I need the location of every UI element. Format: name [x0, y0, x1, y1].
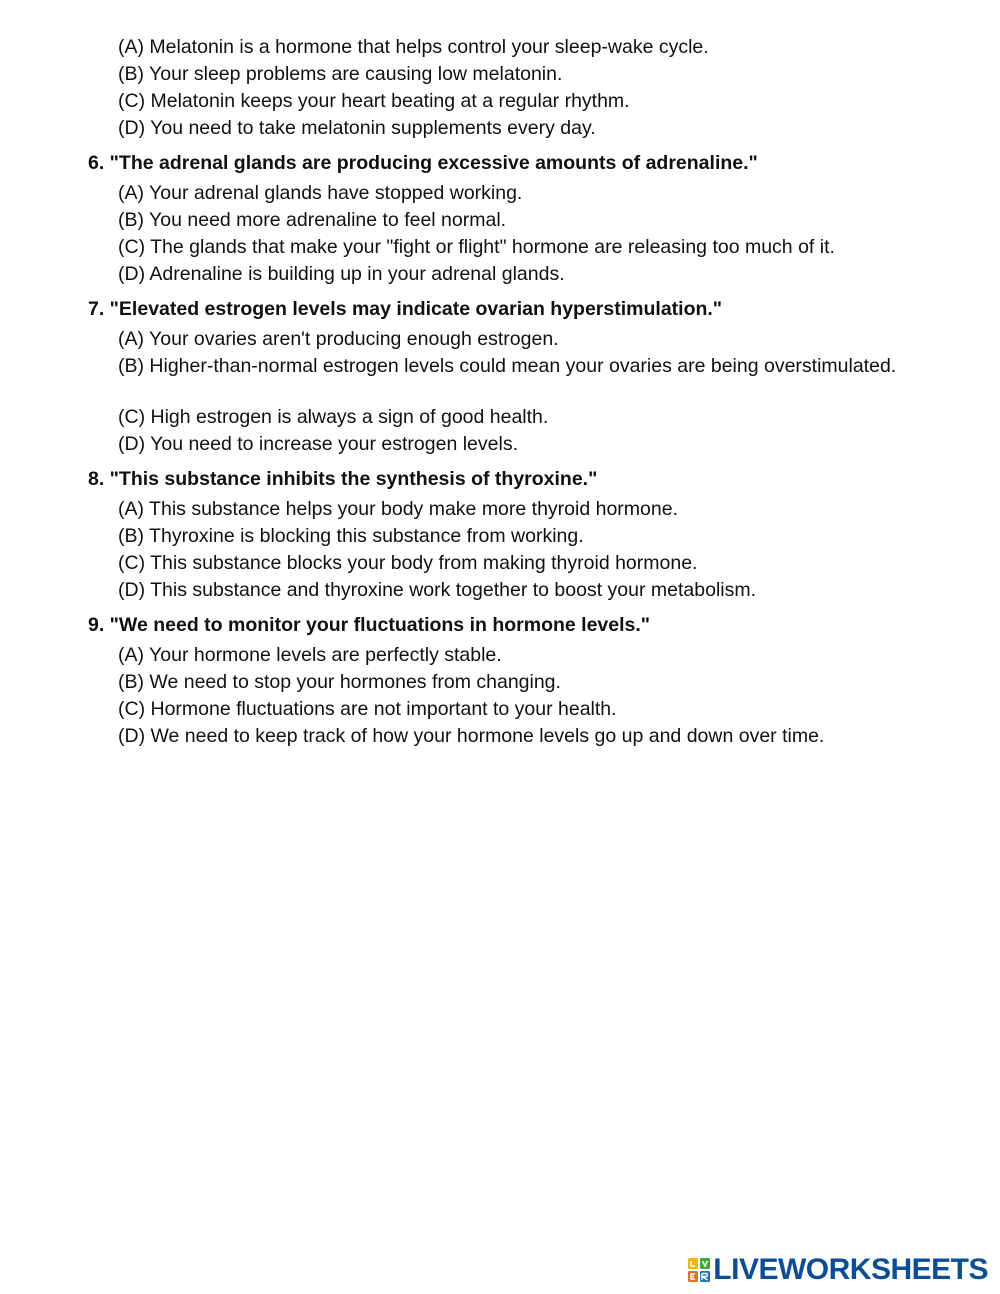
q9-option-d[interactable]: (D) We need to keep track of how your hormone levels go up and down over time. [118, 725, 825, 747]
q6-option-a[interactable]: (A) Your adrenal glands have stopped working. [118, 182, 523, 204]
q7-option-a[interactable]: (A) Your ovaries aren't producing enough estrogen. [118, 328, 559, 350]
question-8-prompt: 8. "This substance inhibits the synthesis of thyroxine." [88, 468, 598, 490]
q6-option-c[interactable]: (C) The glands that make your "fight or flight" hormone are releasing too much of it. [118, 236, 835, 258]
q9-option-b[interactable]: (B) We need to stop your hormones from changing. [118, 671, 561, 693]
liveworksheets-brand[interactable] [687, 1253, 988, 1287]
q8-option-c[interactable]: (C) This substance blocks your body from making thyroid hormone. [118, 552, 698, 574]
q6-option-d[interactable]: (D) Adrenaline is building up in your adrenal glands. [118, 263, 565, 285]
q5-option-d[interactable]: (D) You need to take melatonin supplements every day. [118, 117, 596, 139]
question-7-prompt: 7. "Elevated estrogen levels may indicate ovarian hyperstimulation." [88, 298, 723, 320]
q5-option-b[interactable]: (B) Your sleep problems are causing low melatonin. [118, 63, 563, 85]
q8-option-d[interactable]: (D) This substance and thyroxine work together to boost your metabolism. [118, 579, 757, 601]
q9-option-c[interactable]: (C) Hormone fluctuations are not important to your health. [118, 698, 617, 720]
q6-option-b[interactable]: (B) You need more adrenaline to feel normal. [118, 209, 507, 231]
q5-option-a[interactable]: (A) Melatonin is a hormone that helps control your sleep-wake cycle. [118, 36, 709, 58]
q8-option-b[interactable]: (B) Thyroxine is blocking this substance from working. [118, 525, 584, 547]
q7-option-c[interactable]: (C) High estrogen is always a sign of good health. [118, 406, 549, 428]
q9-option-a[interactable]: (A) Your hormone levels are perfectly stable. [118, 644, 502, 666]
q5-option-c[interactable]: (C) Melatonin keeps your heart beating at a regular rhythm. [118, 90, 630, 112]
q7-option-b[interactable]: (B) Higher-than-normal estrogen levels could mean your ovaries are being overstimulated. [118, 355, 897, 377]
question-9-prompt: 9. "We need to monitor your fluctuations in hormone levels." [88, 614, 651, 636]
liveworksheets-wordmark: LIVEWORKSHEETS [713, 1253, 988, 1286]
liveworksheets-logo-icon [687, 1257, 711, 1283]
q7-option-d[interactable]: (D) You need to increase your estrogen levels. [118, 433, 518, 455]
q8-option-a[interactable]: (A) This substance helps your body make more thyroid hormone. [118, 498, 678, 520]
question-6-prompt: 6. "The adrenal glands are producing excessive amounts of adrenaline." [88, 152, 758, 174]
